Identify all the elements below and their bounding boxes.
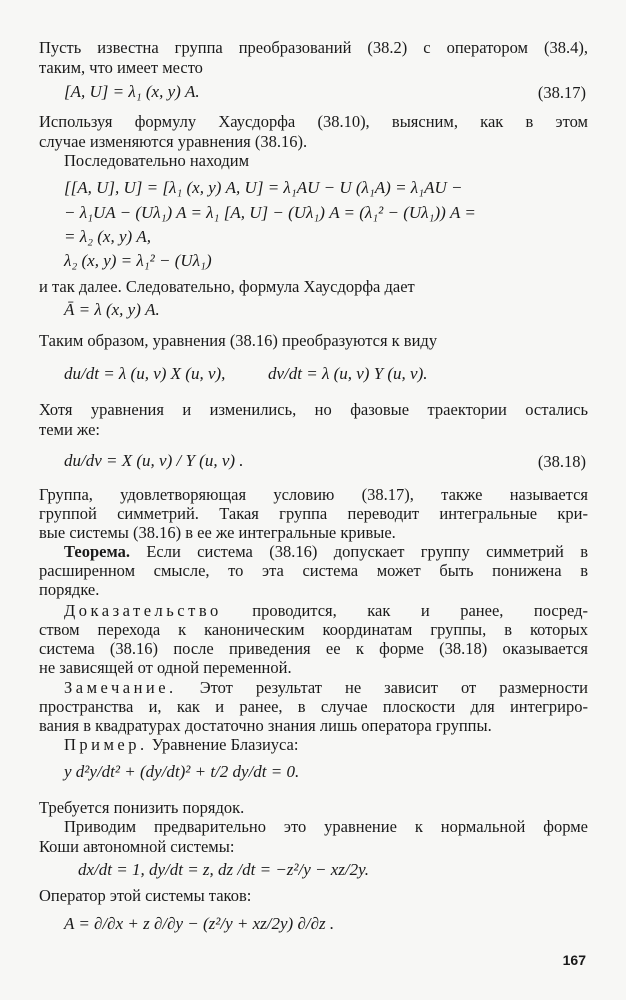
text-line: не зависящей от одной переменной. xyxy=(39,658,292,677)
remark-text: Этот результат не зависит от размерности xyxy=(176,678,588,697)
text-line: порядке. xyxy=(39,580,100,599)
text-line: Последовательно находим xyxy=(64,151,250,170)
text-line: вые системы (38.16) в ее же интегральные кривые. xyxy=(39,523,396,542)
example-text: Уравнение Блазиуса: xyxy=(147,735,299,754)
text-line: система (38.16) после приведения ее к форме (38.18) оказывается xyxy=(39,639,588,658)
example-label: Пример. xyxy=(64,735,148,754)
equation-system-a: du/dt = λ (u, v) X (u, v), xyxy=(64,364,226,383)
equation-38-18: du/dv = X (u, v) / Y (u, v) . xyxy=(64,451,244,470)
equation-line: [[A, U], U] = [λ₁ (x, y) A, U] = λ₁AU − U (λ₁A) = λ₁AU − xyxy=(64,178,463,197)
equation-number: (38.17) xyxy=(537,83,586,102)
text-line: вания в квадратурах достаточно знания лишь оператора группы. xyxy=(39,716,492,735)
text-line: и так далее. Следовательно, формула Хаусдорфа дает xyxy=(39,277,415,296)
page-number: 167 xyxy=(562,952,586,968)
proof-line xyxy=(64,601,588,621)
proof-label: Доказательство xyxy=(64,601,222,620)
text-line: теми же: xyxy=(39,420,101,439)
equation-38-17 xyxy=(64,81,200,103)
text-line: Группа, удовлетворяющая условию (38.17), также называется xyxy=(39,485,588,504)
equation-hausdorff: Ā = λ (x, y) A. xyxy=(64,300,160,319)
equation-line: − λ₁UA − (Uλ₁) A = λ₁ [A, U] − (Uλ₁) A = (λ₁² − (Uλ₁)) A = xyxy=(64,203,476,222)
example-line xyxy=(64,735,588,755)
text-line: таким, что имеет место xyxy=(39,58,203,77)
equation-operator: A = ∂/∂x + z ∂/∂y − (z²/y + xz/2y) ∂/∂z . xyxy=(64,914,335,933)
remark-label: Замечание. xyxy=(64,678,177,697)
text-line: группой симметрий. Такая группа переводит интегральные кри- xyxy=(39,504,588,523)
text-line: расширенном смысле, то эта система может быть понижена в xyxy=(39,561,588,580)
remark-line xyxy=(64,678,588,698)
text-line: Приводим предварительно это уравнение к нормальной форме xyxy=(64,817,588,836)
text-line: ством перехода к каноническим координатам группы, в которых xyxy=(39,620,588,639)
equation-line: λ₂ (x, y) = λ₁² − (Uλ₁) xyxy=(64,251,212,270)
equation-text: [A, U] = λ₁ (x, y) A. xyxy=(64,82,200,101)
theorem-text: Если система (38.16) допускает группу симметрий в xyxy=(129,542,588,561)
text-line: Оператор этой системы таков: xyxy=(39,886,252,905)
theorem-line xyxy=(64,542,588,562)
equation-line: = λ₂ (x, y) A, xyxy=(64,227,152,246)
proof-text: проводится, как и ранее, посред- xyxy=(221,601,588,620)
equation-blasius: y d²y/dt² + (dy/dt)² + t/2 dy/dt = 0. xyxy=(64,762,300,781)
text-line: Хотя уравнения и изменились, но фазовые траектории остались xyxy=(39,400,588,419)
text-line: Пусть известна группа преобразований (38.2) с оператором (38.4), xyxy=(39,38,588,57)
text-line: Используя формулу Хаусдорфа (38.10), выясним, как в этом xyxy=(39,112,588,131)
equation-normal-form: dx/dt = 1, dy/dt = z, dz /dt = −z²/y − xz/2y. xyxy=(78,860,369,879)
equation-number: (38.18) xyxy=(537,452,586,471)
theorem-label: Теорема. xyxy=(64,542,130,561)
text-line: Коши автономной системы: xyxy=(39,837,235,856)
text-line: Таким образом, уравнения (38.16) преобразуются к виду xyxy=(39,331,438,350)
text-line: Требуется понизить порядок. xyxy=(39,798,245,817)
text-line: пространства и, как и ранее, в случае плоскости для интегриро- xyxy=(39,697,588,716)
equation-system-b: dv/dt = λ (u, v) Y (u, v). xyxy=(268,364,428,383)
text-line: случае изменяются уравнения (38.16). xyxy=(39,132,308,151)
